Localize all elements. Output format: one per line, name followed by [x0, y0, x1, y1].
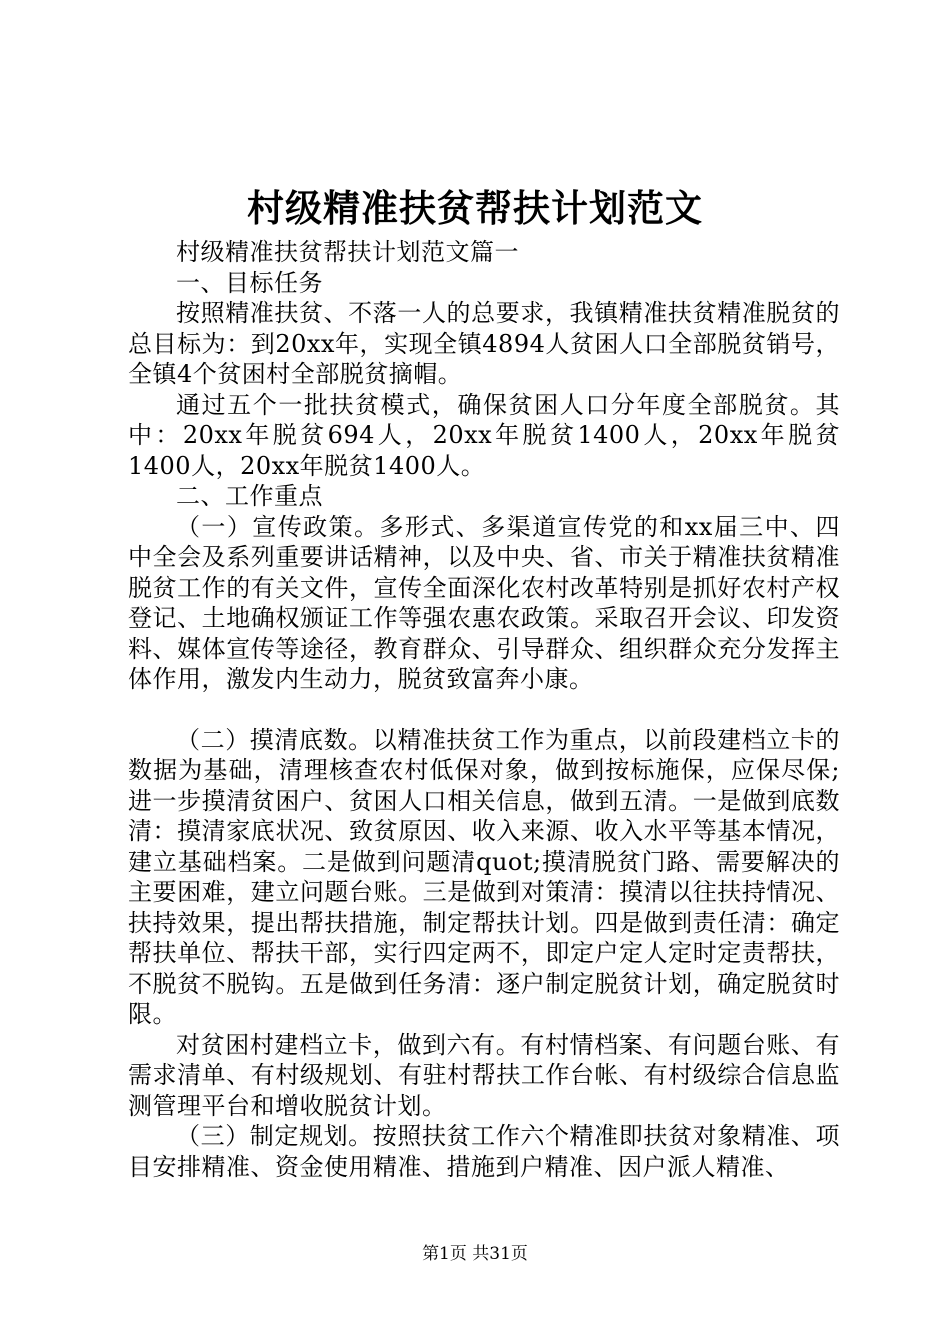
paragraph: （一）宣传政策。多形式、多渠道宣传党的和xx届三中、四中全会及系列重要讲话精神，以及中央、省、市关于精准扶贫精准脱贫工作的有关文件，宣传全面深化农村改革特别是抓好农村产权登记、土地确权颁证工作等强农惠农政策。采取召开会议、印发资料、媒体宣传等途径，教育群众、引导群众、组织群众充分发挥主体作用，激发内生动力，脱贫致富奔小康。: [128, 512, 840, 693]
document-body: [128, 237, 840, 1182]
section-heading: 村级精准扶贫帮扶计划范文篇一: [176, 238, 519, 266]
paragraph: （三）制定规划。按照扶贫工作六个精准即扶贫对象精准、项目安排精准、资金使用精准、措施到户精准、因户派人精准、: [128, 1122, 840, 1181]
document-title: 村级精准扶贫帮扶计划范文: [247, 186, 703, 230]
subheading: 二、工作重点: [176, 482, 323, 510]
paragraph: （二）摸清底数。以精准扶贫工作为重点，以前段建档立卡的数据为基础，清理核查农村低保对象，做到按标施保，应保尽保;进一步摸清贫困户、贫困人口相关信息，做到五清。一是做到底数清：摸清家底状况、致贫原因、收入来源、收入水平等基本情况，建立基础档案。二是做到问题清quot;摸清脱贫门路、需要解决的主要困难，建立问题台账。三是做到对策清：摸清以往扶持情况、扶持效果，提出帮扶措施，制定帮扶计划。四是做到责任清：确定帮扶单位、帮扶干部，实行四定两不，即定户定人定时定责帮扶，不脱贫不脱钩。五是做到任务清：逐户制定脱贫计划，确定脱贫时限。: [128, 725, 840, 1028]
subheading: 一、目标任务: [176, 268, 323, 297]
paragraph: 通过五个一批扶贫模式，确保贫困人口分年度全部脱贫。其中：20xx年脱贫694人，20xx年脱贫1400人，20xx年脱贫1400人，20xx年脱贫1400人。: [128, 390, 840, 480]
page-number: 第1页 共31页: [422, 1244, 528, 1264]
paragraph: 对贫困村建档立卡，做到六有。有村情档案、有问题台账、有需求清单、有村级规划、有驻村帮扶工作台帐、有村级综合信息监测管理平台和增收脱贫计划。: [128, 1030, 840, 1120]
paragraph: 按照精准扶贫、不落一人的总要求，我镇精准扶贫精准脱贫的总目标为：到20xx年，实现全镇4894人贫困人口全部脱贫销号，全镇4个贫困村全部脱贫摘帽。: [128, 299, 840, 388]
